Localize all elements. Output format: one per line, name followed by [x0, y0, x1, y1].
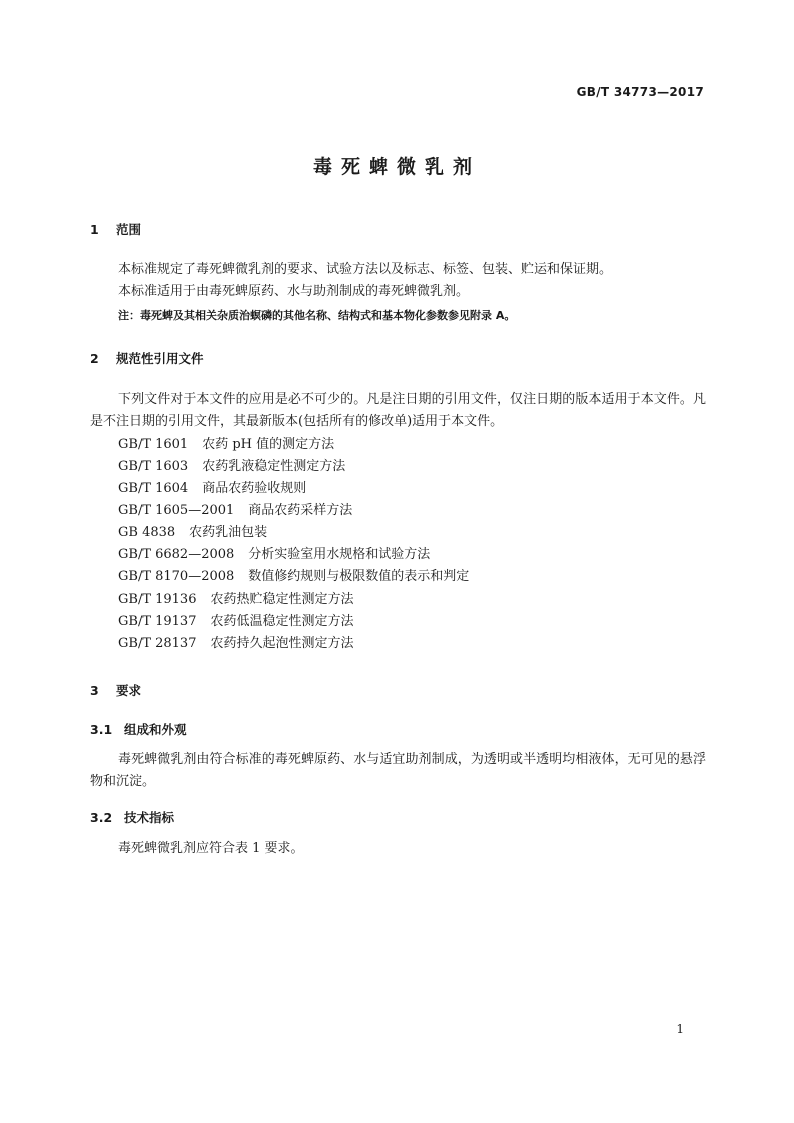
reference-item: [118, 500, 352, 522]
reference-code: GB/T 1605—2001: [118, 503, 235, 518]
section-title: 范围: [116, 222, 142, 237]
technical-spec-paragraph: 毒死蜱微乳剂应符合表 1 要求。: [118, 841, 304, 856]
section-title: 要求: [116, 683, 142, 698]
reference-name: 商品农药采样方法: [248, 503, 353, 518]
reference-code: GB/T 8170—2008: [118, 569, 235, 584]
reference-name: 农药乳液稳定性测定方法: [202, 459, 346, 474]
section-title: 技术指标: [124, 810, 175, 825]
standard-code: GB/T 34773—2017: [576, 85, 704, 99]
section-3-2-heading: [90, 808, 174, 826]
reference-item: [118, 434, 334, 456]
section-number: 2: [90, 351, 99, 366]
section-number: 3: [90, 683, 99, 698]
reference-code: GB/T 1604: [118, 481, 189, 496]
reference-name: 分析实验室用水规格和试验方法: [248, 547, 431, 562]
references-intro: 下列文件对于本文件的应用是必不可少的。凡是注日期的引用文件，仅注日期的版本适用于本文件。凡是不注日期的引用文件，其最新版本(包括所有的修改单)适用于本文件。: [90, 392, 706, 429]
section-2-heading: [90, 349, 204, 367]
page-number: 1: [676, 1022, 684, 1036]
section-3-heading: [90, 681, 141, 699]
scope-paragraph-2: 本标准适用于由毒死蜱原药、水与助剂制成的毒死蜱微乳剂。: [118, 284, 470, 299]
reference-item: [118, 478, 306, 500]
reference-code: GB/T 19137: [118, 614, 197, 629]
reference-item: [118, 633, 354, 655]
reference-name: 数值修约规则与极限数值的表示和判定: [248, 569, 470, 584]
scope-paragraph-1: 本标准规定了毒死蜱微乳剂的要求、试验方法以及标志、标签、包装、贮运和保证期。: [118, 262, 613, 277]
section-number: 1: [90, 222, 99, 237]
reference-code: GB/T 19136: [118, 592, 197, 607]
reference-name: 农药 pH 值的测定方法: [202, 437, 335, 452]
section-number: 3.1: [90, 722, 113, 737]
reference-code: GB 4838: [118, 525, 176, 540]
section-title: 组成和外观: [124, 722, 187, 737]
composition-paragraph: 毒死蜱微乳剂由符合标准的毒死蜱原药、水与适宜助剂制成，为透明或半透明均相液体，无可见的悬浮物和沉淀。: [90, 752, 706, 789]
section-number: 3.2: [90, 810, 113, 825]
reference-item: [118, 544, 430, 566]
reference-item: [118, 566, 469, 588]
reference-item: [118, 522, 267, 544]
reference-code: GB/T 1601: [118, 437, 189, 452]
reference-item: [118, 589, 354, 611]
reference-code: GB/T 6682—2008: [118, 547, 235, 562]
section-1-heading: [90, 220, 141, 238]
reference-name: 农药低温稳定性测定方法: [210, 614, 354, 629]
reference-code: GB/T 28137: [118, 636, 197, 651]
reference-item: [118, 611, 354, 633]
reference-name: 农药乳油包装: [189, 525, 268, 540]
document-title: 毒死蜱微乳剂: [312, 156, 481, 178]
reference-name: 农药热贮稳定性测定方法: [210, 592, 354, 607]
section-title: 规范性引用文件: [116, 351, 204, 366]
reference-name: 农药持久起泡性测定方法: [210, 636, 354, 651]
reference-item: [118, 456, 345, 478]
section-3-1-heading: [90, 720, 187, 738]
reference-code: GB/T 1603: [118, 459, 189, 474]
reference-name: 商品农药验收规则: [202, 481, 307, 496]
scope-note: 注：毒死蜱及其相关杂质治螟磷的其他名称、结构式和基本物化参数参见附录 A。: [118, 309, 516, 322]
